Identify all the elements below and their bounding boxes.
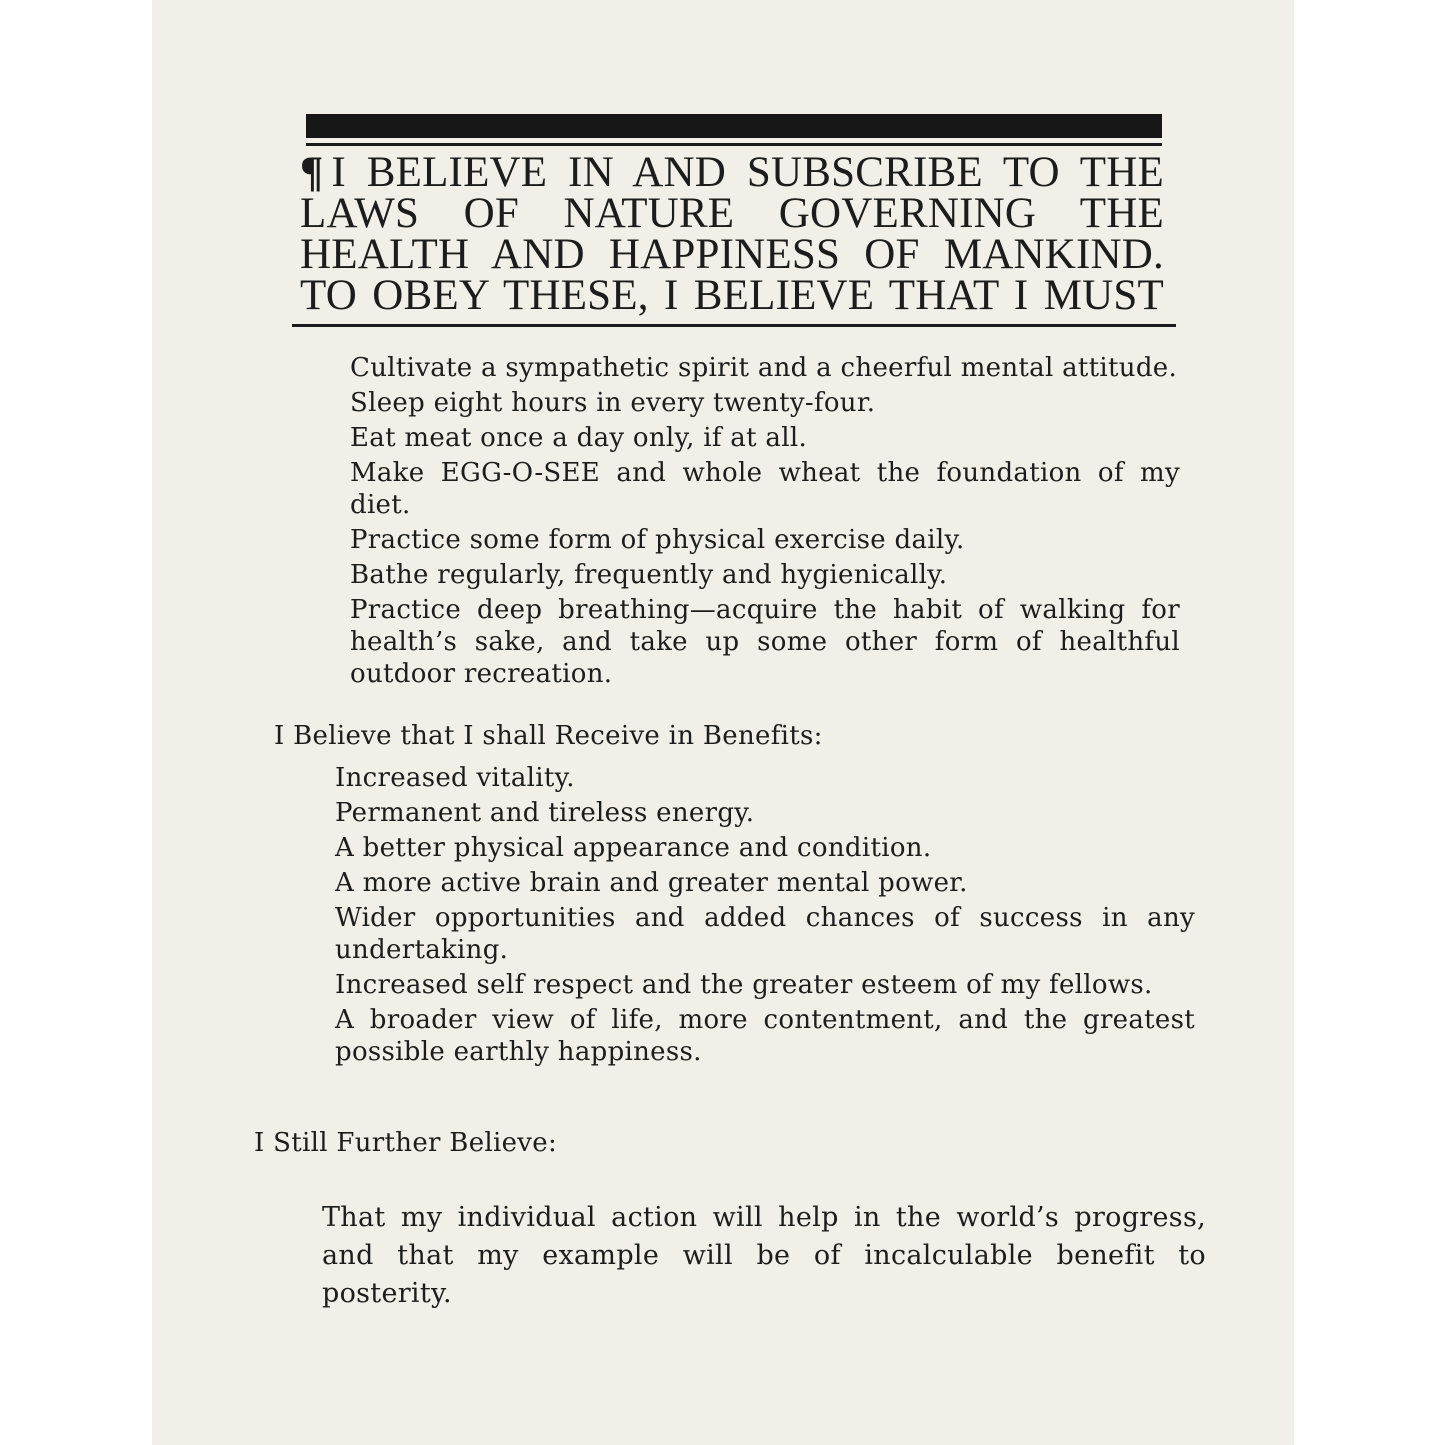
pilcrow-icon: ¶ [300,149,324,196]
list-item: Practice some form of physical exercise daily. [350,525,965,555]
thin-top-rule [306,143,1162,146]
benefits-list [335,762,1195,1071]
thick-top-rule [306,114,1162,138]
must-list [350,352,1180,693]
list-item: Eat meat once a day only, if at all. [350,423,808,453]
list-item: Wider opportunities and added chances of success in any undertaking. [335,903,1195,965]
list-item: Increased vitality. [335,763,575,793]
list-item: A more active brain and greater mental power. [335,868,968,898]
list-item: Make EGG-O-SEE and whole wheat the foundation of my diet. [350,458,1180,520]
heading-line-4: TO OBEY THESE, I BELIEVE THAT I MUST [300,272,1164,319]
list-item: Sleep eight hours in every twenty-four. [350,388,876,418]
list-item: Permanent and tireless energy. [335,798,755,828]
list-item: Cultivate a sympathetic spirit and a cheerful mental attitude. [350,353,1178,383]
creed-heading [300,149,1164,319]
list-item: Bathe regularly, frequently and hygienically. [350,560,948,590]
heading-bottom-rule [292,324,1176,327]
creed-header [292,114,1176,327]
list-item: A broader view of life, more contentment, and the greatest possible earthly happiness. [335,1005,1195,1067]
heading-line-2: LAWS OF NATURE GOVERNING THE [300,190,1164,237]
heading-line-3: HEALTH AND HAPPINESS OF MANKIND. [300,231,1164,278]
list-item: Increased self respect and the greater esteem of my fellows. [335,970,1153,1000]
list-item: A better physical appearance and condition. [335,833,932,863]
list-item: Practice deep breathing—acquire the habit of walking for health’s sake, and take up some other form of healthful outdoor recreation. [350,595,1180,689]
further-heading: I Still Further Believe: [254,1128,558,1158]
benefits-heading: I Believe that I shall Receive in Benefits: [274,721,823,751]
heading-line-1: ¶ I BELIEVE IN AND SUBSCRIBE TO THE [300,149,1164,196]
further-paragraph: That my individual action will help in the world’s progress, and that my example will be of incalculable benefit to posterity. [322,1202,1206,1309]
